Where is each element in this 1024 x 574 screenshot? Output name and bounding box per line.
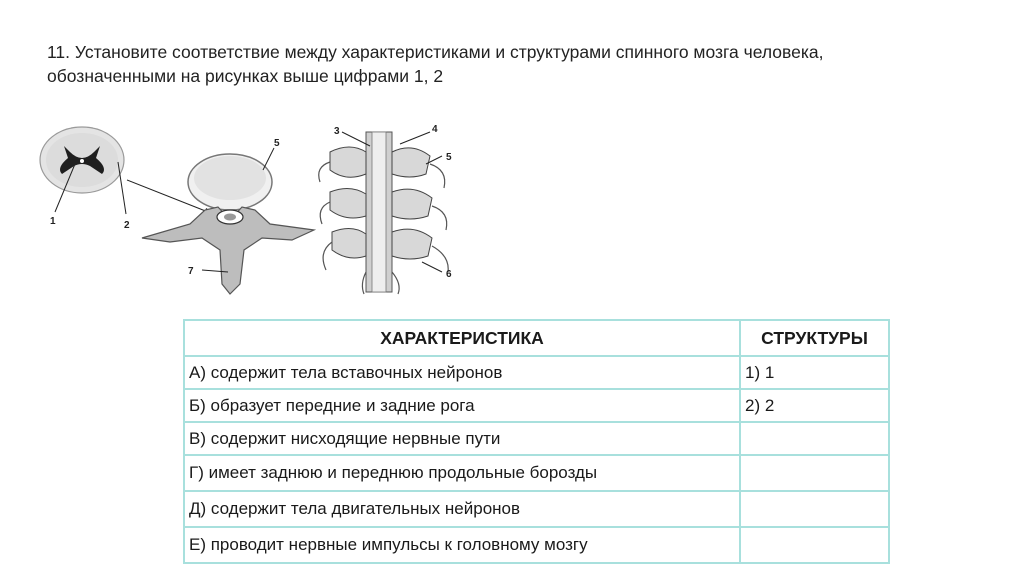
spinal-cord-cross-section [40, 127, 214, 215]
label-2: 2 [124, 220, 130, 231]
characteristic-cell: Г) имеет заднюю и переднюю продольные борозды [184, 455, 740, 491]
question-body: Установите соответствие между характеристиками и структурами спинного мозга человека, обозначенными на рисунках выше цифрами 1, 2 [47, 42, 824, 86]
spinal-cord-illustration [30, 112, 480, 297]
question-text [47, 40, 947, 88]
table-row [184, 455, 889, 491]
structure-cell [740, 455, 889, 491]
structure-cell: 2) 2 [740, 389, 889, 422]
vertebra-drawing [142, 148, 314, 294]
characteristic-cell: Д) содержит тела двигательных нейронов [184, 491, 740, 527]
characteristic-cell: Б) образует передние и задние рога [184, 389, 740, 422]
label-5-vertebra: 5 [274, 138, 280, 149]
table-row [184, 389, 889, 422]
structure-cell [740, 422, 889, 455]
table-row [184, 491, 889, 527]
label-1: 1 [50, 216, 56, 227]
header-characteristic: ХАРАКТЕРИСТИКА [184, 320, 740, 356]
matching-table [183, 319, 890, 564]
label-3: 3 [334, 126, 340, 137]
label-4: 4 [432, 124, 438, 135]
label-5-column: 5 [446, 152, 452, 163]
label-6: 6 [446, 269, 452, 280]
label-7: 7 [188, 266, 194, 277]
question-number: 11. [47, 42, 71, 62]
table-header-row [184, 320, 889, 356]
header-structures: СТРУКТУРЫ [740, 320, 889, 356]
table-row [184, 356, 889, 389]
structure-cell [740, 491, 889, 527]
structure-cell [740, 527, 889, 563]
table-row [184, 527, 889, 563]
table-row [184, 422, 889, 455]
spinal-cord-figures [30, 112, 480, 297]
spinal-column-drawing [319, 132, 448, 294]
characteristic-cell: Е) проводит нервные импульсы к головному мозгу [184, 527, 740, 563]
characteristic-cell: А) содержит тела вставочных нейронов [184, 356, 740, 389]
structure-cell: 1) 1 [740, 356, 889, 389]
characteristic-cell: В) содержит нисходящие нервные пути [184, 422, 740, 455]
